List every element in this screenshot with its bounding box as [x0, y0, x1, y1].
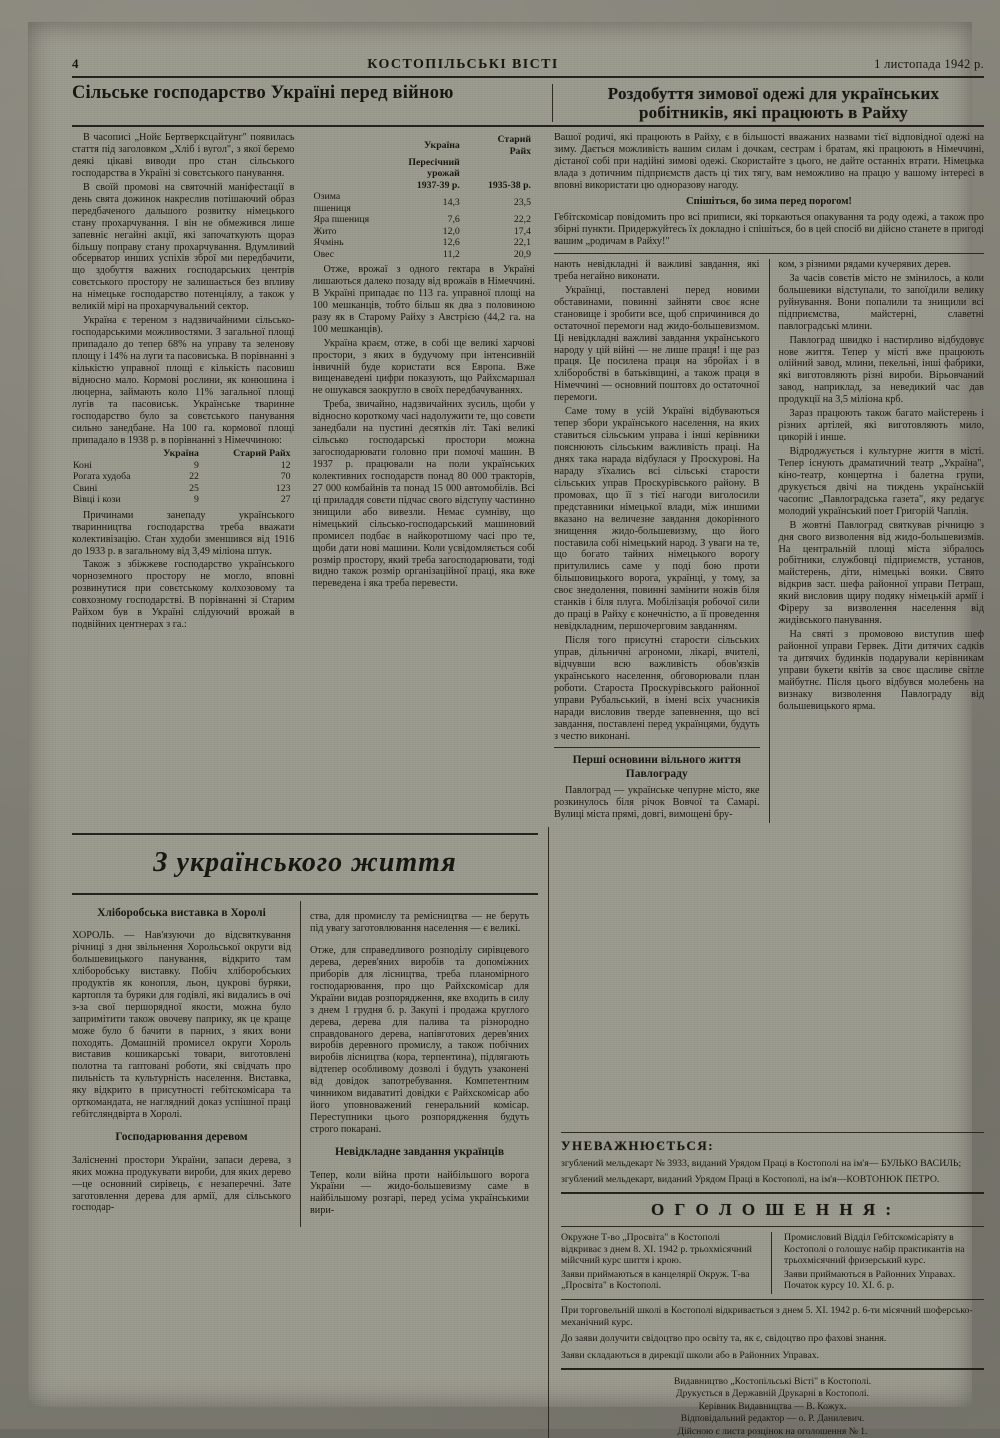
paper-title: КОСТОПІЛЬСЬКІ ВІСТІ — [367, 57, 559, 72]
ukrainian-life-section — [72, 827, 549, 1438]
colophon — [561, 1376, 984, 1438]
ads-title: О Г О Л О Ш Е Н Н Я : — [650, 1200, 895, 1220]
colophon-line: Дійсною є листа розцінок на оголошення № 1. — [677, 1425, 868, 1437]
col-head-ukraine: Україна — [424, 139, 460, 151]
newspaper-sheet — [28, 22, 984, 1437]
section-divider — [561, 1299, 984, 1300]
section-divider — [554, 747, 760, 748]
row-value-reich: 23,5 — [513, 197, 531, 209]
paragraph: ХОРОЛЬ. — Нав'язуючи до відсвяткування річниці з дня звільнення Хорольської округи від большевицького панування, відкрито там хліборобську виставку. Побіч хліборобських продуктів як конопля, льон, цукрові буряки, картопля та буряки для годівлі, які видались в очі з-за свої першорядної якости, можна було запримітити також овочеву паприку, як це краще може було б бачити в парних, з яких вони походять. Домашній промисел округи Хороль виставив кошикарські товари, виготовлені полотна та гаптовані роботи, які свідчать про пильність та культурність населення. Виставка, яку відкрито в присутності гебітскомісара та орткомандата, не наглядний доказ успішної праці гебітсляндвірта в Хоролі. — [72, 930, 291, 1121]
col-head-blank — [313, 134, 378, 157]
subhead-blank — [313, 157, 378, 180]
paragraph: Причинами занепаду українського тваринництва господарства треба вважати колективізацію. Стан худоби зменшився від 1916 до 1933 р. в загальному від 3,49 міліона штук. — [72, 509, 295, 557]
row-label: Рогата худоба — [73, 471, 131, 483]
section-divider — [561, 1192, 984, 1194]
years-reich: 1935-38 р. — [487, 179, 531, 191]
lower-section — [72, 827, 984, 1438]
row-value-reich: 20,9 — [513, 248, 531, 260]
ad-bottom — [561, 1305, 984, 1362]
row-value-reich: 12 — [280, 459, 291, 471]
section-title-timber: Господарювання деревом — [115, 1131, 248, 1144]
row-value-reich: 22,2 — [513, 214, 531, 226]
row-label: Ячмінь — [313, 237, 344, 249]
row-value-ukraine: 9 — [194, 494, 199, 506]
section-divider — [72, 833, 538, 835]
paragraph: Відроджується і культурне життя в місті. Тепер існують драматичний театр „Україна", кіно-театр, концертна і балетна групи, друкується двічі на тиждень українській часопис „Павлоградська газета", яку редагує молодий український поет Григорій Чаплія. — [778, 446, 984, 517]
ukrlife-column-2 — [300, 901, 538, 1228]
column-divider — [552, 84, 553, 122]
column-3a — [554, 259, 769, 823]
colophon-line: Відповідальний редактор — о. Р. Данилевич. — [680, 1413, 865, 1425]
column-1 — [72, 132, 304, 823]
row-label: Овес — [313, 248, 335, 260]
livestock-table — [72, 448, 295, 505]
paragraph: Залісненні простори України, запаси дерева, з яких можна продукувати вироби, для яких дерево—це основний сирівець, є незаперечні. Зате заготовлення дерева для армії, для сільського господар- — [72, 1154, 291, 1214]
ad-right — [784, 1232, 984, 1294]
paragraph: Отже, для справедливого розподілу сирівцевого дерева, дерев'яних виробів та допоміжних приборів для лісництва, треба планомірного господарювання, про що Райхскомісар для України видав розпорядження, яке входить в силу з днем 1 грудня б. р. Закупі і продажа круглого дерева, дерева для палива та різнородно справдованого дерева, напівготових дерев'яних виробів деревного промислу, а також побічних виробів лісництва (кора, терпентина), підлягають відтепер особливому дозволі і будуть узаконені від довідок запотребування. Компетентним чинником видаватиті довідки є Райхскомісар або його уповноважений генеральний комісар. Переступники цього розпорядження будуть строго покарані. — [310, 944, 529, 1136]
col-head-ukraine: Україна — [163, 448, 199, 460]
row-label: Жито — [313, 225, 337, 237]
notices-ads-section — [549, 827, 984, 1438]
ad-text: При торговельній школі в Костополі відкривається з днем 5. XI. 1942 р. 6-ти місячний шоферсько-механічний курс. — [561, 1304, 973, 1328]
paragraph: Павлоград швидко і настирливо відбудовує нове життя. Тепер у місті вже працюють олійний завод, млини, пекельні, інші фабрики, які виготовляють різні вироби. Вірьовчаний завод, наприклад, за неведикий час дав продукції на 3,5 міліона крб. — [778, 334, 984, 406]
row-label: Яра пшениця — [313, 214, 370, 226]
ad-left — [561, 1232, 772, 1294]
paragraph: Також з збіжжеве господарство українського чорноземного простору не могло, вповні розвинутися при совєтському колхозовому та совхозному господарстві. В порівнанні зі Старим Райхом був в Україні слідуючий врожай в подвійних центнерах з га.: — [72, 559, 295, 631]
issue-date: 1 листопада 1942 р. — [874, 57, 984, 71]
masthead — [72, 56, 984, 78]
section-title-urgent-task: Невідкладне завдання українців — [334, 1146, 505, 1159]
main-columns — [72, 132, 984, 823]
column-3 — [544, 132, 984, 823]
headline-row — [72, 84, 984, 127]
row-value-ukraine: 25 — [189, 482, 199, 494]
row-value-reich: 70 — [280, 471, 291, 483]
colophon-line: Видавництво „Костопільські Вісті" в Костополі. — [673, 1375, 872, 1387]
ad-text: Заяви приймаються в канцелярії Окруж. Т-ва „Просвіта" в Костополі. — [561, 1268, 750, 1292]
notice-item: згублений мельдекарт, виданий Урядом Праці в Костополі, на ім'я—КОВТОНЮК ПЕТРО. — [561, 1174, 940, 1186]
paragraph: На святі з промовою виступив шеф районної управи Гервек. Діти дитячих садків та дитячих будинків подарували керівникам управи букети квітів за своє щасливе світле майбутнє. Після цього відбувся молебень на визнаку визволення Павлограду від большевицького ярма. — [778, 629, 984, 712]
column-2 — [304, 132, 545, 823]
headline-left: Сільське господарство Україні перед війною — [72, 83, 454, 103]
ukrainian-life-banner: З українського життя — [153, 846, 457, 878]
col-head-reich: Старий Райх — [233, 448, 291, 460]
paragraph: Вашої родичі, які працюють в Райху, є в більшості вважаних назвами тієї відповідної одежі на зиму. Дається можливість вашим силам і дочкам, сестрам і братам, які працюють в Німеччині, дістаної собі при надійні зимові одежі. Скористайте з цього, не дайте останніх втрати. Німецька влада з дотичним підприємств дасть ці тих тягу, вам неможливо на працю у вашому інтересі в вповні використати цю одноразову нагоду. — [554, 132, 984, 191]
section-divider — [561, 1226, 984, 1227]
paragraph: ком, з різними рядами кучерявих дерев. — [778, 258, 952, 270]
row-value-ukraine: 11,2 — [443, 248, 460, 260]
section-divider — [561, 1368, 984, 1370]
table-row — [313, 191, 536, 214]
table-row — [72, 471, 295, 482]
page-content — [72, 56, 984, 1437]
paragraph: Отже, врожаї з одного гектара в Україні лишаються далеко позаду від врожаїв в Німеччині. В Україні припадає по 113 га. управної площі на 100 мешканців, тобто більш як два з половиною разу як в Старому Райху з Австрією (44,2 га. на 100 мешканців). — [312, 264, 535, 335]
paragraph: Треба, звичайно, надзвичайних зусиль, щоби у відносно короткому часі надолужити те, що совєти занедбали на пустині десятків літ. Такі великі сільсько господарські простори можна загосподарювати головно при помочі машин. В 1937 р. працювали на поли українських колективних господарств понад 80 000 тракторів, 27 000 комбайнів та понад 15 000 автомобілів. Всі ці приладдя совєти підчас свого відступу частинно знищили або вивезли. Немає сумніву, що німецький сільсько-господарський машиновий промисел подбає в найкоротшому часі про те, щоби дати нові машини. Коли усвідомляється собі розмір простору, який треба загосподарювати, тоді видно також розмір організаційної праці, яка вже переведена і яка треба перевести. — [312, 399, 535, 590]
years-blank — [313, 180, 378, 191]
paragraph: Гебітскомісар повідомить про всі приписи, які торкаються опакування та роду одежі, а також про збірні пункти. Придержуйтесь їх докладно і спішіться, бо в цей спосіб ви дійсно станете в пригоді вашим „родичам в Райху!" — [554, 212, 984, 248]
row-value-ukraine: 9 — [194, 459, 199, 471]
table-row — [313, 237, 536, 248]
paragraph: Зараз працюють також багато майстерень і різних артілей, які виготовляють мило, цикорій і инше. — [778, 408, 984, 444]
ukrlife-column-1 — [72, 901, 300, 1228]
section-divider — [554, 253, 984, 254]
paragraph: ства, для промислу та ремісництва — не беруть під увагу заготовлювання населення — є великі. — [310, 910, 529, 934]
row-label: Вівці і кози — [73, 494, 121, 506]
spacer — [561, 827, 984, 1127]
row-value-ukraine: 14,3 — [442, 197, 460, 209]
table-row — [313, 226, 536, 237]
ad-text: Промисловий Відділ Гебітскомісаріяту в Костополі о голошує набір практикантів на трьохмісячний фризерський курс. — [784, 1232, 965, 1267]
table-header-row — [72, 448, 295, 459]
paragraph: В жовтні Павлоград святкував річницю з дня свого визволення від жидо-большевизмів. На центральній площі міста зібралось робітники, службовці підприємств, установ, майстерень, діти, німецькі вояки. Свято відкрив заст. шефа районної управи Петраш, який висловив щиру подяку німецькій армії і Фіреру за визволення населення від жидівського панування. — [778, 519, 984, 627]
table-row — [72, 494, 295, 505]
paragraph: Українці, поставлені перед новими обставинами, повинні зайняти своє ясне становище і зробити все, щоб спричинився до остаточної перемоги над жидо-большевизмом. Ці невідкладні важливі завдання українського народу у цій війні — не лише праця! і ще раз праця. Це посилена праця на збройах і в хліборобстві в батьківщині, а також праця в Німеччині — основний поштовх до остаточної перемоги. — [554, 284, 760, 404]
row-value-ukraine: 22 — [189, 471, 199, 483]
paragraph: Саме тому в усій Україні відбуваються тепер збори українського населення, на яких ставиться сільським управа і інші керівники пояснюють сільським важливість праці. На днях така нарада відбулася у Проскурові. На нараду з'їхались всі сільські старости сільських управ Проскурівського району. В промовах, що її з тієї нагоди виголосили представники німецької влади, між иншими вказано на величезне завдання докорінного знищення жидо-большевизму, що його поставила собі німецький народ. З уваги на те, що богато тайних німецького ворогу притулились саме у поді бою проти більшовицького ворога, українці, у тому, за своє знедолення, повинні замінити ножів біля станків і біля плуга. Мобілізація робочої сили до праці в Райху є конечністю, а її проведення невідкладним, першочерговим завданням. — [554, 406, 760, 633]
colophon-line: Друкується в Державній Друкарні в Костополі. — [676, 1388, 869, 1400]
table-years-row — [313, 180, 536, 191]
section-title-exhibition: Хліборобська виставка в Хоролі — [97, 906, 266, 919]
years-ukraine: 1937-39 р. — [416, 179, 460, 191]
crops-table — [313, 134, 536, 260]
paragraph: Україна краєм, отже, в собі ще великі харчові простори, з яких в будучому при інтенсивній інвичній буде користати вся Европа. Вже вищенаведені цифри показують, що Райхсмаршал не ошукався заокругло в своїх передбачуваннях. — [312, 337, 535, 397]
paragraph: Після того присутні старости сільських управ, дільничні агрономи, лікарі, вчителі, відчувши всю важливість обов'язків українського населення, обговорювали план роботи. Староста Проскурівського районної управи Рубальський, в імені всіх учасників наради висловив тверде запевнення, що всі завдання, поставлені перед українцями, будуть з честю виконані. — [554, 635, 760, 742]
ukrainian-life-columns — [72, 901, 538, 1228]
column-3b — [769, 259, 985, 823]
row-value-ukraine: 12,6 — [442, 237, 460, 249]
ad-text: Заяви складаються в дирекції школи або в Районних Управах. — [561, 1350, 820, 1362]
paragraph: За часів совєтів місто не змінилось, а коли большевики відступали, то запоїдили велику руйнування. Вони попалили та знищили всі підприємства, майстерні, славетні павлоградські млини. — [778, 272, 984, 332]
subhead-average: Пересічний урожай — [408, 156, 460, 180]
row-label: Свині — [73, 482, 98, 494]
row-value-reich: 27 — [280, 494, 291, 506]
row-value-ukraine: 12,0 — [442, 225, 460, 237]
paragraph: Павлоград — українське чепурне місто, яке розкинулось біля річок Вовчої та Самарі. Вулиці міста прямі, довгі, вимощені бру- — [554, 784, 760, 820]
table-row — [313, 249, 536, 260]
notice-item: згублений мельдекарт № 3933, виданий Урядом Праці в Костополі на ім'я— БУЛЬКО ВАСИЛЬ; — [561, 1157, 962, 1169]
row-value-reich: 123 — [275, 482, 291, 494]
section-divider — [72, 893, 538, 895]
notices-title: УНЕВАЖНЮЄТЬСЯ: — [561, 1137, 715, 1153]
call-to-action: Спішіться, бо зима перед порогом! — [686, 195, 852, 207]
paragraph: нають невідкладні й важливі завдання, які треба негайно виконати. — [554, 258, 760, 282]
table-row — [72, 483, 295, 494]
table-row — [72, 460, 295, 471]
paragraph: В своїй промові на святочній маніфестації в день свята дожинок накреслив потішаючий образ передбаченого дальшого розвитку німецького стану прохарчування. І він не обмежився лише запевніє негайні акції, які започаткують щораз більшу поправу стану прохарчування. Вдумливий обсерватор инших успіхів зброї ми передбачити, що здобуття важних господарських центрів совєтського простору не залишається без впливу на німецьке господарство потенціялу, а також у великій мірі на прохарчувальний сектор. — [72, 181, 295, 313]
row-label: Коні — [73, 459, 92, 471]
page-number: 4 — [72, 56, 79, 71]
ad-text: Заяви приймаються в Районних Управах. Початок курсу 10. XI. б. р. — [784, 1268, 956, 1292]
colophon-line: Керівник Видавництва — В. Кожух. — [698, 1400, 847, 1412]
section-title-pavlograd: Перші основини вільного життя Павлограду — [572, 754, 741, 780]
row-value-reich: 22,1 — [513, 237, 531, 249]
section-divider — [561, 1132, 984, 1133]
right-subcolumns — [554, 259, 984, 823]
paragraph: Україна є тереном з надзвичайними сільсько-господарськими можливостями. З загальної площі припадало до тепер 68% на управу та зеленову площу і 14% на луги та пасовиська. В порівнанні з кількістю управної площі є кількість пасовиш відносно мало. Кормові рослини, як конюшина і люцерна, займають коло 11% загальної площі лугів та пасовиськ. Українське тваринне господарство було за совєтського панування сильно занедбане. На 100 га. кормової площі припадало в 1938 р. в порівнанні з Німеччиною: — [72, 315, 295, 446]
row-label: Озима пшениця — [313, 191, 351, 214]
col-head-blank — [72, 448, 148, 459]
ad-text: До заяви долучити свідоцтво про освіту та, як є, свідоцтво про фахові знання. — [561, 1333, 887, 1345]
col-head-reich: Старий Райх — [497, 134, 531, 157]
row-value-reich: 17,4 — [513, 225, 531, 237]
table-row — [313, 214, 536, 225]
headline-right: Роздобуття зимової одежі для українських робітників, які працюють в Райху — [607, 84, 940, 123]
ads-grid — [561, 1232, 984, 1294]
paragraph: В часописі „Нойє Бертверксцайтунг" появилась стаття під заголовком „Хліб і вугол", з якої беремо деякі цікаві виводи про стан сільського господарства в Україні зі совєтського панування. — [72, 132, 295, 179]
ad-text: Окружне Т-во „Просвіта" в Костополі відкриває з днем 8. XI. 1942 р. трьохмісячний мійсчний курс шиття і крою. — [561, 1232, 752, 1267]
subhead-blank2 — [476, 157, 535, 180]
notices-body — [561, 1158, 984, 1187]
table-subhead-row — [313, 157, 536, 180]
row-value-ukraine: 7,6 — [447, 214, 460, 226]
paragraph: Тепер, коли війна проти найбільшого ворога України — жидо-большевизму саме в найбільшому розгарі, перед усіма українськими вири- — [310, 1169, 529, 1217]
table-header-row — [313, 134, 536, 157]
